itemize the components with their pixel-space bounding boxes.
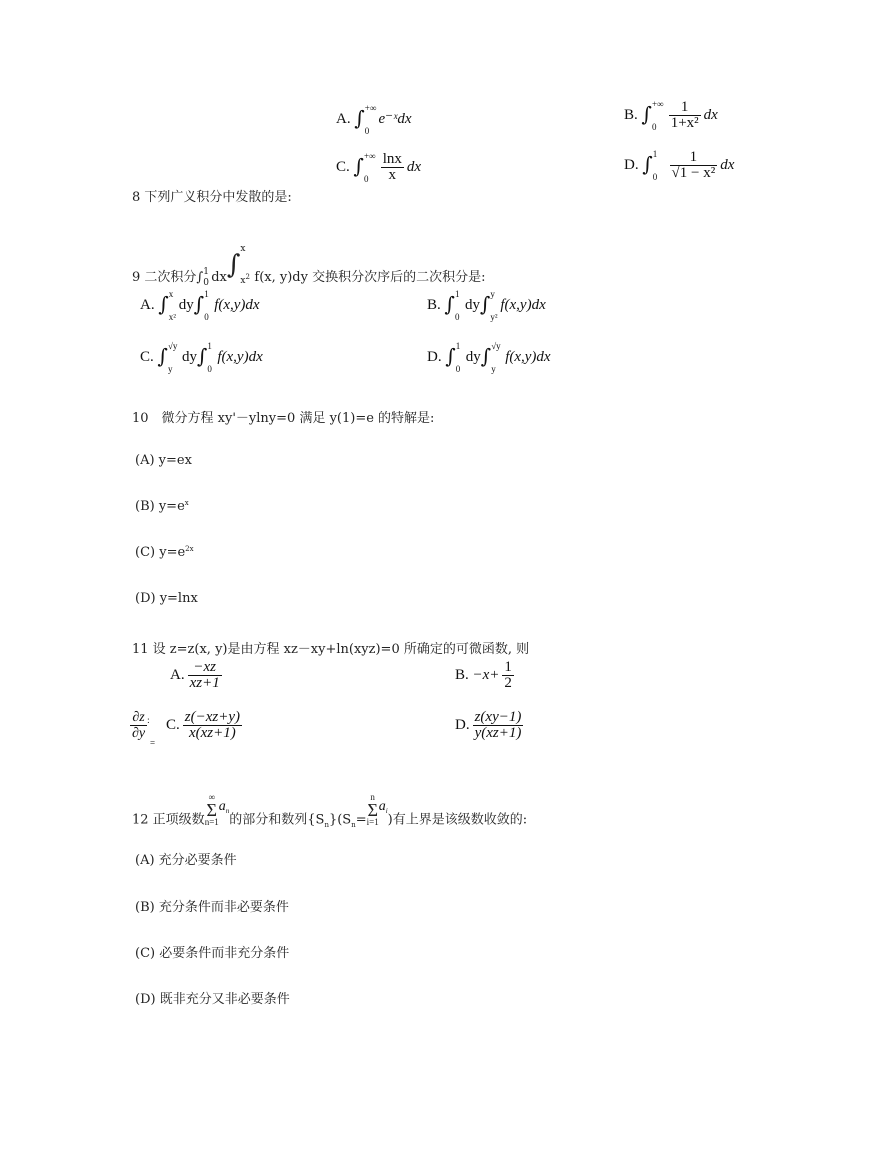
q12-option-a: (A) 充分必要条件 (135, 853, 237, 868)
integral-sign-icon: ∫ (445, 344, 456, 368)
integral-sign-icon: ∫ (353, 154, 364, 178)
integral-sign-icon: ∫ (642, 152, 653, 176)
q12-option-b: (B) 充分条件而非必要条件 (135, 900, 289, 915)
integral-sign-icon: ∫ (196, 344, 208, 368)
integral-sign-icon: ∫ (157, 344, 168, 368)
q10-stem: 10 微分方程 xy'－ylny=0 满足 y(1)=e 的特解是: (132, 411, 435, 426)
sum-sign-icon: ∞ Σ n=1 (204, 792, 219, 827)
q10-option-c: (C) $y=e^{2x}$ (135, 545, 194, 560)
integral-sign-icon: ∫ (193, 292, 205, 316)
q11-lhs-equals: = (150, 738, 156, 748)
q11-option-b: B. −x+ $\frac{1}{2}$ (455, 659, 512, 691)
integral-sign-icon: ∫ (226, 250, 241, 280)
q10-option-b: (B) $y=e^x$ (135, 499, 189, 514)
q10-option-a: (A) y=ex (135, 453, 192, 468)
q9-option-a: A. ∫ x x² dy∫ 1 0 f(x,y)dx (140, 288, 260, 322)
integral-sign-icon: ∫ (158, 292, 169, 316)
q8-option-c: C. ∫ +∞ 0 $\frac{\ln x}{x}$ dx (336, 150, 422, 184)
q12-option-d: (D) 既非充分又非必要条件 (135, 992, 290, 1007)
q11-stem: 11 设 z=z(x, y)是由方程 xz－xy+ln(xyz)=0 所确定的可微函数, 则 (132, 642, 530, 657)
q8-option-b: B. ∫ +∞ 0 $\frac{1}{\text{1+x²}}$ dx (624, 98, 718, 132)
q11-lhs: $\frac{\partial z}{\partial y}$ : (132, 710, 150, 741)
q10-option-d: (D) y=lnx (135, 591, 198, 606)
q8-option-d: D. ∫ 1 0 $\frac{1}{\text{√1 − x²}}$ dx (624, 148, 735, 182)
q11-option-d: D. $\frac{z(xy-1)}{y(xz+1)}$ (455, 709, 522, 741)
q8-stem: 8 下列广义积分中发散的是: (132, 190, 292, 205)
q9-option-d: D. ∫ 1 0 dy∫ √y y f(x,y)dx (427, 340, 551, 374)
integral-sign-icon: ∫ (641, 102, 652, 126)
q11-option-a: A. $\frac{-xz}{xz+1}$ (170, 659, 220, 691)
integral-sign-icon: ∫ (479, 292, 491, 316)
integral-sign-icon: ∫ (444, 292, 455, 316)
sum-sign-icon: n Σ i=1 (366, 792, 379, 827)
q9-stem: 9 二次积分∫ 1 0 dx∫ x $x^2$ f(x, y)dy 交换积分次序后的二次积分是: (132, 243, 486, 288)
integral-sign-icon: ∫ (354, 106, 365, 130)
integral-sign-icon: ∫ (480, 344, 492, 368)
q9-option-b: B. ∫ 1 0 dy∫ y y² f(x,y)dx (427, 288, 546, 322)
q12-stem: 12 正项级数∞ Σ $n=1a_n$的部分和数列$\{S_n\}(S_n=n$ Σ $i=1a_i$)有上界是该级数收敛的: (132, 792, 528, 829)
q12-option-c: (C) 必要条件而非充分条件 (135, 946, 290, 961)
q8-option-a: A. ∫ +∞ 0 e⁻ˣdx (336, 102, 412, 136)
q11-option-c: C. $\frac{z(-xz+y)}{x(xz+1)}$ (166, 709, 240, 741)
q9-option-c: C. ∫ √y y dy∫ 1 0 f(x,y)dx (140, 340, 263, 374)
